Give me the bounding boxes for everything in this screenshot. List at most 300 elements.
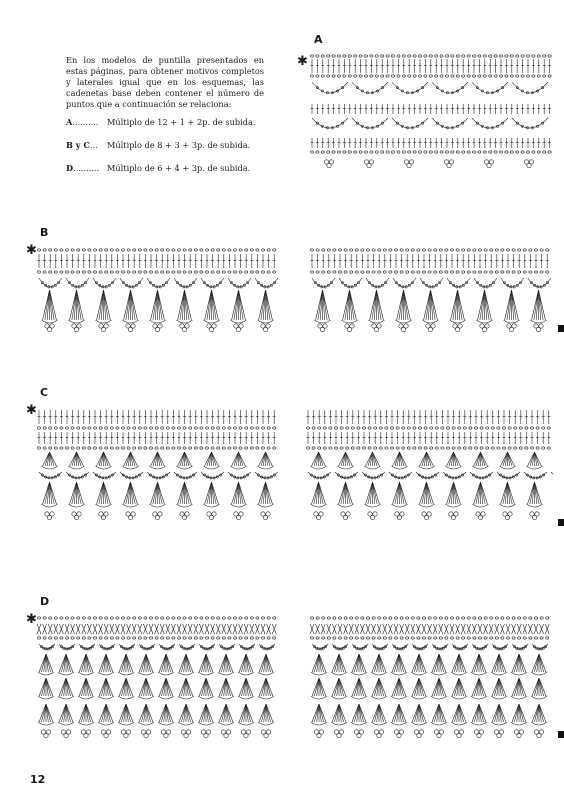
fan-edge [446, 504, 462, 507]
chain-stitch [413, 447, 416, 449]
chain-stitch [127, 617, 130, 619]
fan-stitch [414, 654, 419, 672]
chain-stitch [194, 617, 197, 619]
chain-stitch [310, 617, 313, 619]
chain-stitch [166, 271, 169, 273]
chain-stitch [439, 271, 442, 273]
fan-edge [96, 320, 112, 323]
chain-stitch [233, 249, 236, 251]
chain-stitch [411, 249, 414, 251]
fan-stitch [181, 654, 186, 672]
chain-stitch [194, 637, 197, 639]
chain-arch [474, 278, 497, 287]
chain-stitch [361, 271, 364, 273]
chain-stitch [383, 271, 386, 273]
intro-paragraph: En los modelos de puntilla presentados en estas páginas, para obtener motivos completos y laterales igual que en los esquemas, las cadenetas base deben contener el número de puntos que a continuación se relaciona: [66, 55, 264, 109]
chain-stitch [205, 427, 208, 429]
fan-stitch [319, 704, 324, 722]
chain-stitch [396, 447, 399, 449]
chain-stitch [462, 55, 465, 57]
chain-stitch [456, 55, 459, 57]
chain-stitch [217, 447, 220, 449]
fan-stitch [239, 452, 244, 466]
chain-stitch [417, 617, 420, 619]
fan-stitch [41, 704, 46, 722]
chain-stitch [451, 151, 454, 153]
fan-edge [178, 672, 194, 675]
chain-arch [443, 472, 466, 478]
chain-arch [432, 82, 468, 93]
chain-stitch [194, 427, 197, 429]
chain-stitch [458, 447, 461, 449]
fan-edge [471, 722, 487, 725]
chain-stitch [105, 447, 108, 449]
chain-arch [255, 278, 278, 287]
fan-stitch [345, 290, 350, 320]
chain-stitch [532, 55, 535, 57]
chain-stitch [512, 617, 515, 619]
chain-stitch [65, 617, 68, 619]
chain-stitch [445, 271, 448, 273]
fan-stitch [86, 678, 91, 696]
start-mark: ✱ [26, 243, 37, 258]
chain-arch [228, 278, 251, 287]
fan-stitch [346, 482, 351, 504]
fan-stitch [181, 678, 186, 696]
chain-stitch [400, 637, 403, 639]
chain-stitch [105, 617, 108, 619]
fan-stitch [414, 704, 419, 722]
chain-stitch [267, 447, 270, 449]
chain-stitch [364, 151, 367, 153]
chain-stitch [310, 55, 313, 57]
fan-stitch [314, 482, 319, 504]
fan-stitch [535, 452, 540, 466]
fan-stitch [212, 482, 217, 504]
rule-text: Múltiplo de 8 + 3 + 3p. de subida. [107, 140, 251, 150]
chain-stitch [316, 617, 319, 619]
chain-stitch [505, 75, 508, 77]
chain-stitch [501, 249, 504, 251]
chain-stitch [233, 617, 236, 619]
chain-stitch [484, 271, 487, 273]
chain-stitch [105, 427, 108, 429]
fan-stitch [201, 704, 206, 722]
fan-stitch [226, 704, 231, 722]
chain-stitch [534, 249, 537, 251]
chain-stitch [422, 617, 425, 619]
chain-stitch [543, 55, 546, 57]
chain-stitch [494, 75, 497, 77]
fan-edge [338, 466, 354, 469]
fan-stitch [261, 290, 266, 320]
chain-arch [312, 278, 335, 287]
chain-stitch [483, 75, 486, 77]
fan-stitch [374, 678, 379, 696]
chain-stitch [508, 447, 511, 449]
chain-stitch [397, 151, 400, 153]
picot [397, 733, 401, 737]
fan-stitch [426, 290, 431, 320]
chain-stitch [495, 249, 498, 251]
chain-arch [174, 472, 197, 478]
fan-edge [369, 320, 385, 323]
chain-arch [416, 472, 439, 478]
fan-stitch [146, 654, 151, 672]
chain-stitch [333, 637, 336, 639]
chain-stitch [540, 617, 543, 619]
fan-edge [446, 466, 462, 469]
fan-stitch [126, 452, 131, 466]
chain-stitch [542, 427, 545, 429]
chain-stitch [523, 271, 526, 273]
chain-stitch [133, 271, 136, 273]
fan-stitch [207, 482, 212, 504]
fan-stitch [207, 452, 212, 466]
chain-stitch [518, 249, 521, 251]
fan-stitch [454, 452, 459, 466]
chain-stitch [144, 271, 147, 273]
chain-stitch [501, 637, 504, 639]
fan-edge [96, 504, 112, 507]
chain-stitch [350, 637, 353, 639]
fan-edge [138, 722, 154, 725]
fan-edge [531, 672, 547, 675]
chain-stitch [499, 151, 502, 153]
picot [155, 515, 159, 519]
picot [407, 163, 411, 167]
fan-edge [331, 696, 347, 699]
chain-stitch [321, 151, 324, 153]
picot [316, 515, 320, 519]
chain-stitch [133, 447, 136, 449]
chain-stitch [396, 427, 399, 429]
fan-stitch [399, 678, 404, 696]
fan-stitch [503, 482, 508, 504]
fan-edge [238, 672, 254, 675]
chain-arch [389, 472, 412, 478]
chain-stitch [333, 249, 336, 251]
chain-stitch [450, 617, 453, 619]
fan-stitch [474, 704, 479, 722]
chain-stitch [332, 75, 335, 77]
fan-edge [351, 696, 367, 699]
chain-stitch [133, 637, 136, 639]
chain-stitch [489, 151, 492, 153]
fan-stitch [399, 704, 404, 722]
fan-stitch [454, 654, 459, 672]
picot [482, 327, 486, 331]
fan-stitch [399, 654, 404, 672]
chain-stitch [394, 617, 397, 619]
fan-edge [204, 320, 220, 323]
chain-stitch [71, 249, 74, 251]
chain-stitch [424, 75, 427, 77]
chain-stitch [526, 55, 529, 57]
picot [370, 515, 374, 519]
chain-stitch [435, 427, 438, 429]
chain-stitch [357, 447, 360, 449]
chain-arch [432, 118, 468, 128]
fan-stitch [126, 678, 131, 696]
fan-stitch [368, 452, 373, 466]
fan-stitch [512, 290, 517, 320]
chain-stitch [362, 447, 365, 449]
chain-stitch [418, 75, 421, 77]
chain-stitch [480, 447, 483, 449]
fan-edge [311, 722, 327, 725]
fan-stitch [480, 290, 485, 320]
fan-stitch [241, 654, 246, 672]
chain-stitch [534, 617, 537, 619]
picot [478, 515, 482, 519]
chain-stitch [93, 617, 96, 619]
rule-label: D.......... [66, 163, 100, 173]
chain-stitch [189, 427, 192, 429]
fan-stitch [246, 678, 251, 696]
chain-stitch [502, 427, 505, 429]
chain-stitch [49, 447, 52, 449]
chain-stitch [478, 151, 481, 153]
chain-stitch [116, 447, 119, 449]
fan-stitch [186, 654, 191, 672]
section-b-label: B [40, 226, 49, 239]
chain-stitch [228, 637, 231, 639]
chain-stitch [516, 151, 519, 153]
chain-stitch [149, 637, 152, 639]
picot [101, 515, 105, 519]
fan-stitch [246, 654, 251, 672]
chain-stitch [484, 637, 487, 639]
chain-stitch [372, 617, 375, 619]
fan-stitch [359, 654, 364, 672]
chain-stitch [456, 151, 459, 153]
chain-stitch [222, 637, 225, 639]
chain-stitch [490, 249, 493, 251]
chain-arch [174, 278, 197, 287]
chain-stitch [386, 151, 389, 153]
chain-stitch [99, 249, 102, 251]
picot [47, 515, 51, 519]
fan-stitch [485, 290, 490, 320]
chain-stitch [354, 151, 357, 153]
fan-stitch [449, 482, 454, 504]
fan-edge [177, 466, 193, 469]
chain-stitch [127, 249, 130, 251]
chain-stitch [400, 271, 403, 273]
fan-edge [423, 320, 439, 323]
chain-stitch [37, 249, 40, 251]
chain-stitch [334, 427, 337, 429]
chain-arch [472, 118, 508, 128]
chain-stitch [370, 55, 373, 57]
chain-stitch [49, 617, 52, 619]
chain-stitch [456, 249, 459, 251]
chain-stitch [456, 637, 459, 639]
chain-arch [393, 278, 416, 287]
chain-stitch [312, 447, 315, 449]
chain-arch [201, 472, 224, 478]
crochet-chart-a [309, 52, 552, 174]
chain-stitch [177, 447, 180, 449]
chain-stitch [473, 617, 476, 619]
chain-stitch [245, 617, 248, 619]
chain-stitch [521, 55, 524, 57]
chain-stitch [88, 249, 91, 251]
fan-stitch [454, 482, 459, 504]
chain-stitch [506, 249, 509, 251]
chain-stitch [439, 249, 442, 251]
picot [155, 327, 159, 331]
chain-stitch [348, 75, 351, 77]
chain-stitch [121, 271, 124, 273]
fan-stitch [439, 704, 444, 722]
chain-stitch [65, 637, 68, 639]
fan-edge [198, 672, 214, 675]
chain-stitch [355, 617, 358, 619]
chain-arch [255, 472, 278, 478]
fan-stitch [141, 654, 146, 672]
fan-stitch [66, 678, 71, 696]
chain-stitch [370, 75, 373, 77]
chain-stitch [490, 617, 493, 619]
fan-stitch [354, 704, 359, 722]
chain-stitch [480, 427, 483, 429]
fan-stitch [530, 482, 535, 504]
chain-stitch [424, 427, 427, 429]
rule-label: A.......... [66, 117, 99, 127]
chain-stitch [211, 249, 214, 251]
chain-stitch [435, 151, 438, 153]
fan-stitch [61, 704, 66, 722]
chain-stitch [428, 271, 431, 273]
chain-stitch [491, 427, 494, 429]
fan-edge [258, 504, 274, 507]
chain-stitch [514, 427, 517, 429]
edge-mark [558, 325, 564, 332]
chain-stitch [155, 617, 158, 619]
chain-stitch [127, 447, 130, 449]
chain-stitch [77, 427, 80, 429]
picot [84, 733, 88, 737]
chain-stitch [379, 447, 382, 449]
fan-edge [69, 320, 85, 323]
fan-stitch [207, 290, 212, 320]
chain-stitch [400, 617, 403, 619]
fan-edge [351, 722, 367, 725]
chain-stitch [463, 427, 466, 429]
fan-stitch [476, 452, 481, 466]
chain-stitch [121, 427, 124, 429]
picot [374, 327, 378, 331]
chain-stitch [450, 249, 453, 251]
fan-stitch [181, 704, 186, 722]
fan-edge [42, 466, 58, 469]
chain-stitch [267, 427, 270, 429]
fan-edge [58, 696, 74, 699]
fan-stitch [354, 654, 359, 672]
chain-stitch [435, 447, 438, 449]
chain-stitch [506, 271, 509, 273]
chain-stitch [267, 271, 270, 273]
chain-arch [66, 472, 89, 478]
fan-stitch [72, 452, 77, 466]
chain-stitch [512, 249, 515, 251]
fan-edge [371, 672, 387, 675]
chain-stitch [99, 617, 102, 619]
chain-stitch [456, 271, 459, 273]
chain-stitch [534, 637, 537, 639]
chain-arch [352, 118, 388, 128]
chain-stitch [516, 75, 519, 77]
fan-edge [391, 672, 407, 675]
chain-stitch [217, 637, 220, 639]
chain-stitch [372, 637, 375, 639]
fan-edge [392, 504, 408, 507]
chain-stitch [516, 55, 519, 57]
chain-stitch [489, 55, 492, 57]
chain-arch [39, 472, 62, 478]
fan-edge [150, 320, 166, 323]
fan-stitch [395, 452, 400, 466]
fan-stitch [419, 654, 424, 672]
fan-stitch [354, 678, 359, 696]
chain-stitch [536, 427, 539, 429]
fan-stitch [400, 482, 405, 504]
picot [357, 733, 361, 737]
fan-edge [471, 672, 487, 675]
chain-arch [39, 278, 62, 287]
chain-stitch [338, 271, 341, 273]
chain-stitch [532, 75, 535, 77]
fan-stitch [161, 654, 166, 672]
fan-stitch [221, 678, 226, 696]
fan-stitch [101, 678, 106, 696]
chain-stitch [430, 427, 433, 429]
fan-stitch [400, 452, 405, 466]
fan-edge [231, 466, 247, 469]
picot [144, 733, 148, 737]
chain-stitch [77, 249, 80, 251]
chain-stitch [99, 447, 102, 449]
fan-edge [177, 504, 193, 507]
chain-stitch [166, 427, 169, 429]
picot [44, 733, 48, 737]
picot [477, 733, 481, 737]
fan-stitch [314, 452, 319, 466]
chain-stitch [323, 427, 326, 429]
chain-stitch [310, 75, 313, 77]
chain-stitch [273, 271, 276, 273]
chain-stitch [110, 447, 113, 449]
fan-stitch [459, 678, 464, 696]
chain-stitch [521, 75, 524, 77]
chain-stitch [344, 249, 347, 251]
chain-stitch [88, 637, 91, 639]
chain-stitch [166, 249, 169, 251]
chain-stitch [389, 249, 392, 251]
fan-stitch [41, 678, 46, 696]
chain-arch [501, 278, 524, 287]
chain-stitch [529, 637, 532, 639]
chain-stitch [321, 55, 324, 57]
chain-stitch [501, 271, 504, 273]
chain-stitch [540, 271, 543, 273]
chain-stitch [536, 447, 539, 449]
chain-stitch [54, 447, 57, 449]
fan-stitch [319, 452, 324, 466]
chain-arch [470, 472, 493, 478]
